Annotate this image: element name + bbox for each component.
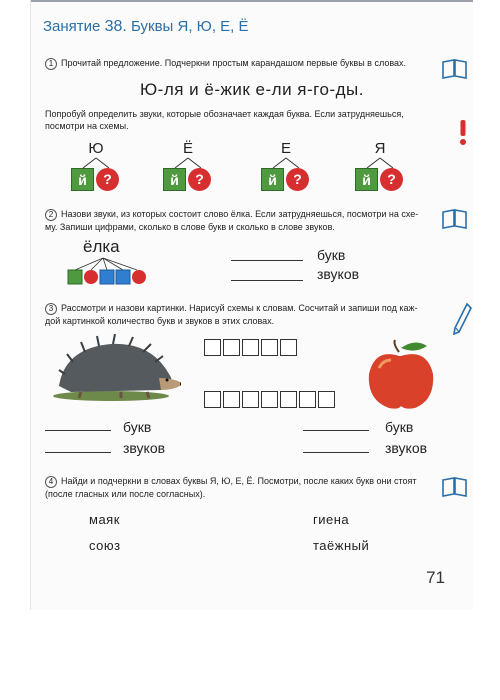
apple-letters-line [303,430,369,431]
word-soyuz: союз [89,538,121,553]
scheme-box[interactable] [299,391,316,408]
scheme-yu [69,140,123,195]
task2-text-line2: му. Запиши цифрами, сколько в слове букв и сколько в слове звуков. [45,221,335,232]
letters-answer-line [231,260,303,261]
scheme-box[interactable] [223,339,240,356]
scheme-letter: Ё [182,140,193,157]
scheme-letter: Е [280,140,291,157]
scheme-square: й [163,168,186,191]
scheme-ye [259,140,313,195]
workbook-page [30,0,473,610]
scheme-box[interactable] [280,339,297,356]
book-icon [441,58,469,80]
apple-picture [365,338,437,412]
scheme-box[interactable] [204,339,221,356]
title-rest: Буквы Я, Ю, Е, Ё [131,18,249,35]
scheme-square: й [261,168,284,191]
scheme-boxes-bottom[interactable] [204,391,337,408]
scheme-question-circle: ? [286,168,309,191]
title-prefix: Занятие [43,18,101,35]
top-rule [31,0,473,2]
sounds-label: звуков [317,266,360,282]
scheme-square: й [71,168,94,191]
task3-instruction [45,302,445,327]
scheme-yo [161,140,215,195]
scheme-square: й [355,168,378,191]
lesson-number: 38. [104,18,127,35]
task1-text: Прочитай предложение. Подчеркни простым карандашом первые буквы в словах. [61,58,407,68]
scheme-boxes-top[interactable] [204,339,299,356]
scheme-question-circle: ? [96,168,119,191]
elka-sound-scheme [67,256,147,288]
scheme-box[interactable] [261,339,278,356]
task3-text-line2: дой картинкой количество букв и звуков в этих словах. [45,315,275,326]
task2-text-line1: Назови звуки, из которых состоит слово ёлка. Если затрудняешься, посмотри на схе- [61,209,419,219]
letters-label: букв [317,247,346,263]
task1-hint: Попробуй определить звуки, которые обозначает каждая буква. Если затрудняешься, посмотри на схемы. [45,109,404,131]
scheme-box[interactable] [280,391,297,408]
lesson-title [43,18,249,36]
sounds-answer-line [231,280,303,281]
word-mayak: маяк [89,512,120,527]
task-number: 2 [45,209,57,221]
scheme-question-circle: ? [188,168,211,191]
task4-text-line1: Найди и подчеркни в словах буквы Я, Ю, Е, Ё. Посмотри, после каких букв они стоят [61,476,417,486]
task1-sentence: Ю-ля и ё-жик е-ли я-го-ды. [140,80,364,99]
task4-instruction [45,475,445,500]
book-icon [441,208,469,230]
scheme-letter: Я [374,140,386,157]
task3-text-line1: Рассмотри и назови картинки. Нарисуй схемы к словам. Сосчитай и запиши под каж- [61,303,418,313]
scheme-box[interactable] [242,339,259,356]
task-number: 3 [45,303,57,315]
hedgehog-sounds-label: звуков [123,440,166,456]
elka-word: ёлка [83,237,120,256]
scheme-question-circle: ? [380,168,403,191]
book-icon [441,476,469,498]
scheme-ya [353,140,407,195]
task4-text-line2: (после гласных или после согласных). [45,488,206,499]
task-number: 4 [45,476,57,488]
word-tayozhny: таёжный [313,538,370,553]
hedgehog-letters-line [45,430,111,431]
hedgehog-letters-label: букв [123,419,152,435]
task1-instruction [45,57,445,70]
hedgehog-sounds-line [45,452,111,453]
scheme-box[interactable] [223,391,240,408]
exclamation-icon [457,120,469,146]
scheme-box[interactable] [261,391,278,408]
hedgehog-picture [51,334,181,404]
apple-sounds-label: звуков [385,440,428,456]
scheme-box[interactable] [242,391,259,408]
word-giena: гиена [313,512,350,527]
pencil-icon [451,302,473,336]
apple-sounds-line [303,452,369,453]
task-number: 1 [45,58,57,70]
scheme-box[interactable] [204,391,221,408]
scheme-box[interactable] [318,391,335,408]
page-number: 71 [426,568,445,587]
apple-letters-label: букв [385,419,414,435]
task2-instruction [45,208,445,233]
scheme-letter: Ю [88,140,104,157]
